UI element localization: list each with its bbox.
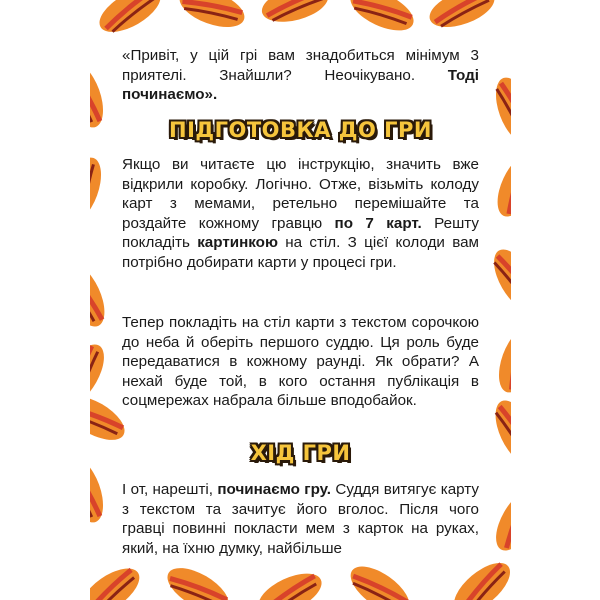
text-span: на стіл. З цієї колоди вам потрібно добирати карти у процесі гри.	[122, 234, 479, 271]
text-span: Якщо ви читаєте цю інструкцію, значить вже відкрили коробку. Логічно. Отже, візьміть колоду карт з мемами, ретельно перемішайте та роздайте кожному гравцю	[122, 156, 479, 232]
bold-span: картинкою	[197, 234, 278, 252]
intro-bold: Тоді починаємо».	[122, 66, 479, 104]
intro-text: «Привіт, у цій грі вам знадобиться мінімум 3 приятелі. Знайшли? Неочікувано.	[122, 47, 479, 84]
section-heading-gameplay: ХІД ГРИ	[250, 441, 351, 465]
preparation-paragraph-2	[122, 313, 479, 411]
intro-paragraph	[122, 46, 479, 105]
preparation-paragraph-1	[122, 155, 479, 273]
text-span: Суддя витягує карту з текстом та зачитує його вголос. Після чого гравці повинні покласти мем з карток на руках, який, на їхню думку, найбільше	[122, 481, 479, 557]
instruction-page	[90, 0, 511, 600]
text-span: Решту покладіть	[122, 214, 479, 252]
bold-span: починаємо гру.	[217, 481, 332, 498]
text-span: І от, нарешті,	[122, 481, 218, 498]
paragraph-text: Тепер покладіть на стіл карти з текстом сорочкою до неба й оберіть першого суддю. Ця роль буде передаватися в кожному раунді. Як обрати? А нехай буде той, в кого остання публікація в соцмережах набрала більше вподобайок.	[122, 314, 479, 410]
gameplay-paragraph-1	[122, 480, 479, 558]
section-heading-preparation: ПІДГОТОВКА ДО ГРИ	[169, 118, 432, 142]
bold-span: по 7 карт.	[334, 214, 422, 232]
